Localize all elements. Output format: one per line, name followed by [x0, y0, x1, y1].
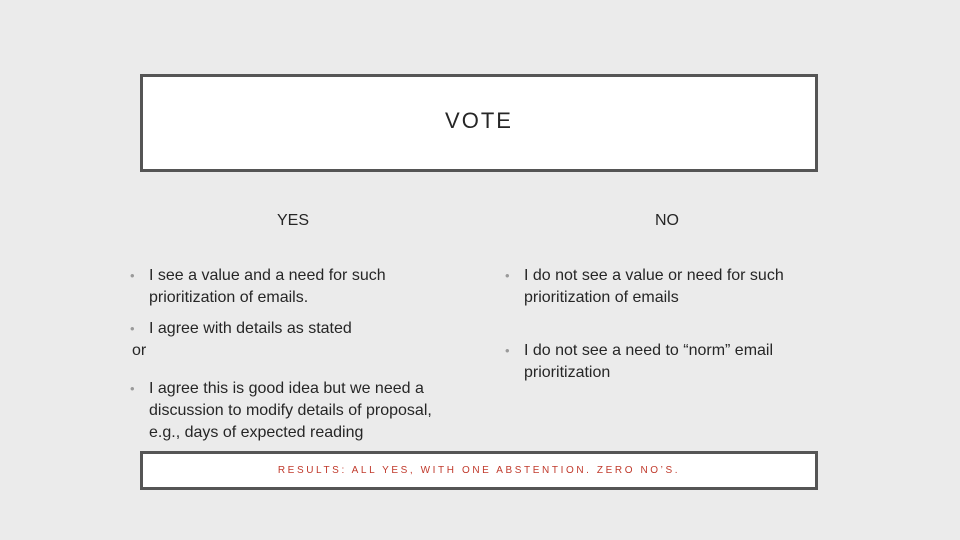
or-separator: or — [132, 342, 147, 359]
slide-title: VOTE — [445, 108, 513, 133]
bullet-text: I see a value and a need for such prioritization of emails. — [149, 267, 386, 306]
results-box — [140, 451, 818, 490]
list-item — [130, 265, 460, 309]
bullet-icon: • — [130, 321, 135, 336]
bullet-icon: • — [130, 268, 135, 283]
list-item — [130, 378, 460, 444]
no-column-heading: NO — [655, 212, 679, 229]
bullet-icon: • — [130, 381, 135, 396]
list-item — [505, 340, 825, 384]
bullet-icon: • — [505, 268, 510, 283]
no-column — [505, 265, 825, 384]
results-text: RESULTS: ALL YES, WITH ONE ABSTENTION. ZERO NO’S. — [277, 465, 681, 476]
bullet-text: I agree this is good idea but we need a discussion to modify details of proposal, e.g., days of expected reading — [149, 380, 432, 441]
list-item — [130, 318, 460, 340]
bullet-text: I do not see a value or need for such prioritization of emails — [524, 267, 784, 306]
yes-column-heading: YES — [276, 212, 309, 229]
list-item — [505, 265, 825, 309]
yes-column — [130, 265, 460, 450]
bullet-text: I agree with details as stated — [149, 320, 352, 337]
bullet-text: I do not see a need to “norm” email prioritization — [524, 342, 774, 381]
title-box — [140, 74, 818, 172]
bullet-icon: • — [505, 343, 510, 358]
